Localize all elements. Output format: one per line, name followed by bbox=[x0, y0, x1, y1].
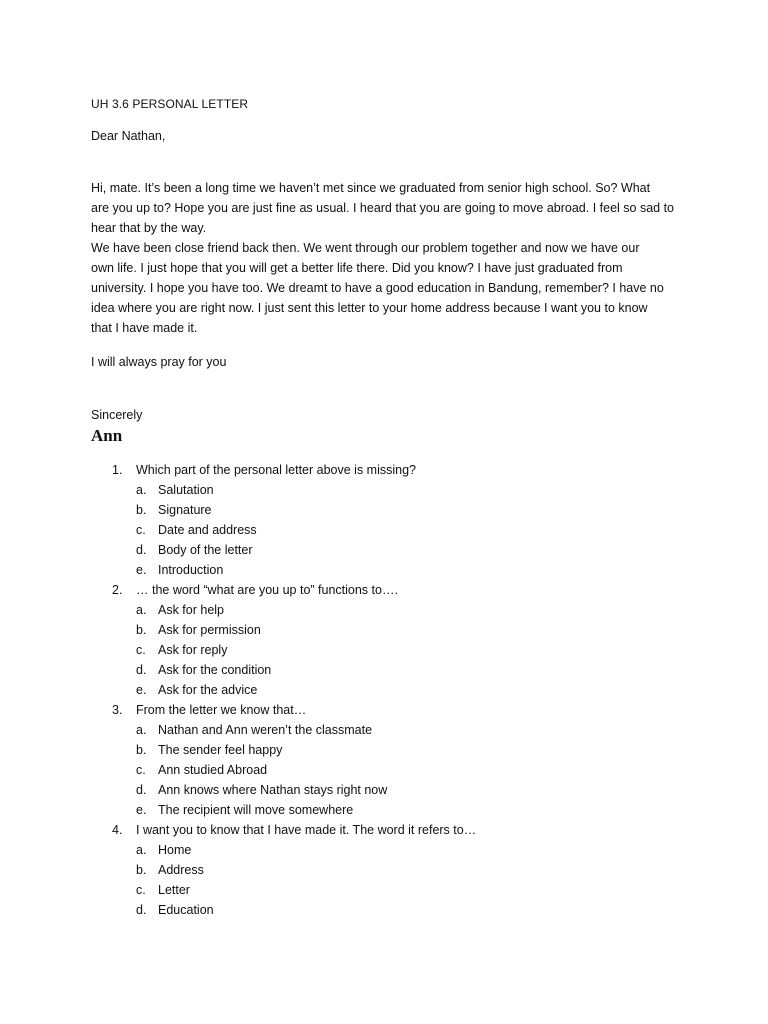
letter-body bbox=[91, 178, 711, 338]
answer-option bbox=[0, 740, 768, 760]
document-title: UH 3.6 PERSONAL LETTER bbox=[91, 97, 249, 111]
question-text: From the letter we know that… bbox=[136, 703, 307, 717]
option-letter: b. bbox=[136, 503, 147, 517]
option-text: Education bbox=[158, 903, 214, 917]
option-letter: c. bbox=[136, 643, 146, 657]
option-letter: b. bbox=[136, 743, 147, 757]
option-letter: c. bbox=[136, 523, 146, 537]
letter-body-line: Hi, mate. It’s been a long time we haven’t met since we graduated from senior high school. So? What bbox=[91, 181, 651, 195]
option-text: Ann studied Abroad bbox=[158, 763, 268, 777]
letter-body-line: that I have made it. bbox=[91, 321, 198, 335]
answer-option bbox=[0, 540, 768, 560]
answer-option bbox=[0, 800, 768, 820]
option-letter: e. bbox=[136, 803, 147, 817]
option-letter: d. bbox=[136, 663, 147, 677]
answer-option bbox=[0, 660, 768, 680]
option-letter: a. bbox=[136, 843, 147, 857]
question-4 bbox=[0, 820, 768, 840]
option-text: Ask for help bbox=[158, 603, 225, 617]
option-letter: e. bbox=[136, 563, 147, 577]
option-text: Home bbox=[158, 843, 192, 857]
letter-greeting: Dear Nathan, bbox=[91, 129, 166, 143]
question-text: Which part of the personal letter above is missing? bbox=[136, 463, 416, 477]
answer-option bbox=[0, 900, 768, 920]
letter-body-line: hear that by the way. bbox=[91, 221, 207, 235]
option-text: Body of the letter bbox=[158, 543, 253, 557]
answer-option bbox=[0, 500, 768, 520]
option-text: Ask for the advice bbox=[158, 683, 258, 697]
answer-option bbox=[0, 620, 768, 640]
question-number: 3. bbox=[112, 703, 123, 717]
answer-option bbox=[0, 860, 768, 880]
option-text: Ask for permission bbox=[158, 623, 261, 637]
answer-option bbox=[0, 780, 768, 800]
option-text: Date and address bbox=[158, 523, 257, 537]
answer-option bbox=[0, 520, 768, 540]
question-number: 4. bbox=[112, 823, 123, 837]
answer-option bbox=[0, 480, 768, 500]
option-letter: a. bbox=[136, 483, 147, 497]
option-text: Ask for the condition bbox=[158, 663, 272, 677]
option-letter: a. bbox=[136, 723, 147, 737]
answer-option bbox=[0, 760, 768, 780]
option-letter: d. bbox=[136, 903, 147, 917]
letter-pray-line: I will always pray for you bbox=[91, 355, 227, 369]
question-1 bbox=[0, 460, 768, 480]
option-letter: c. bbox=[136, 763, 146, 777]
option-text: Letter bbox=[158, 883, 190, 897]
letter-closing: Sincerely bbox=[91, 408, 143, 422]
letter-body-line: We have been close friend back then. We went through our problem together and now we have our bbox=[91, 241, 640, 255]
option-text: Ann knows where Nathan stays right now bbox=[158, 783, 388, 797]
letter-body-line: idea where you are right now. I just sent this letter to your home address because I want you to know bbox=[91, 301, 648, 315]
question-list bbox=[0, 460, 768, 920]
option-text: Ask for reply bbox=[158, 643, 228, 657]
option-text: Signature bbox=[158, 503, 212, 517]
answer-option bbox=[0, 600, 768, 620]
option-text: Nathan and Ann weren’t the classmate bbox=[158, 723, 373, 737]
option-text: Introduction bbox=[158, 563, 224, 577]
answer-option bbox=[0, 560, 768, 580]
letter-signature: Ann bbox=[91, 426, 123, 445]
question-text: … the word “what are you up to” functions to…. bbox=[136, 583, 398, 597]
option-letter: d. bbox=[136, 543, 147, 557]
option-letter: b. bbox=[136, 863, 147, 877]
question-number: 2. bbox=[112, 583, 123, 597]
letter-body-line: own life. I just hope that you will get a better life there. Did you know? I have just graduated from bbox=[91, 261, 623, 275]
question-2 bbox=[0, 580, 768, 600]
question-text: I want you to know that I have made it. The word it refers to… bbox=[136, 823, 477, 837]
option-text: The sender feel happy bbox=[158, 743, 283, 757]
option-text: The recipient will move somewhere bbox=[158, 803, 354, 817]
option-letter: a. bbox=[136, 603, 147, 617]
option-letter: b. bbox=[136, 623, 147, 637]
option-text: Address bbox=[158, 863, 204, 877]
option-text: Salutation bbox=[158, 483, 214, 497]
letter-body-line: are you up to? Hope you are just fine as usual. I heard that you are going to move abroad. I feel so sad to bbox=[91, 201, 675, 215]
answer-option bbox=[0, 640, 768, 660]
answer-option bbox=[0, 880, 768, 900]
answer-option bbox=[0, 720, 768, 740]
option-letter: c. bbox=[136, 883, 146, 897]
option-letter: e. bbox=[136, 683, 147, 697]
question-number: 1. bbox=[112, 463, 123, 477]
answer-option bbox=[0, 840, 768, 860]
letter-body-line: university. I hope you have too. We dreamt to have a good education in Bandung, remember? I have no bbox=[91, 281, 664, 295]
question-3 bbox=[0, 700, 768, 720]
option-letter: d. bbox=[136, 783, 147, 797]
answer-option bbox=[0, 680, 768, 700]
